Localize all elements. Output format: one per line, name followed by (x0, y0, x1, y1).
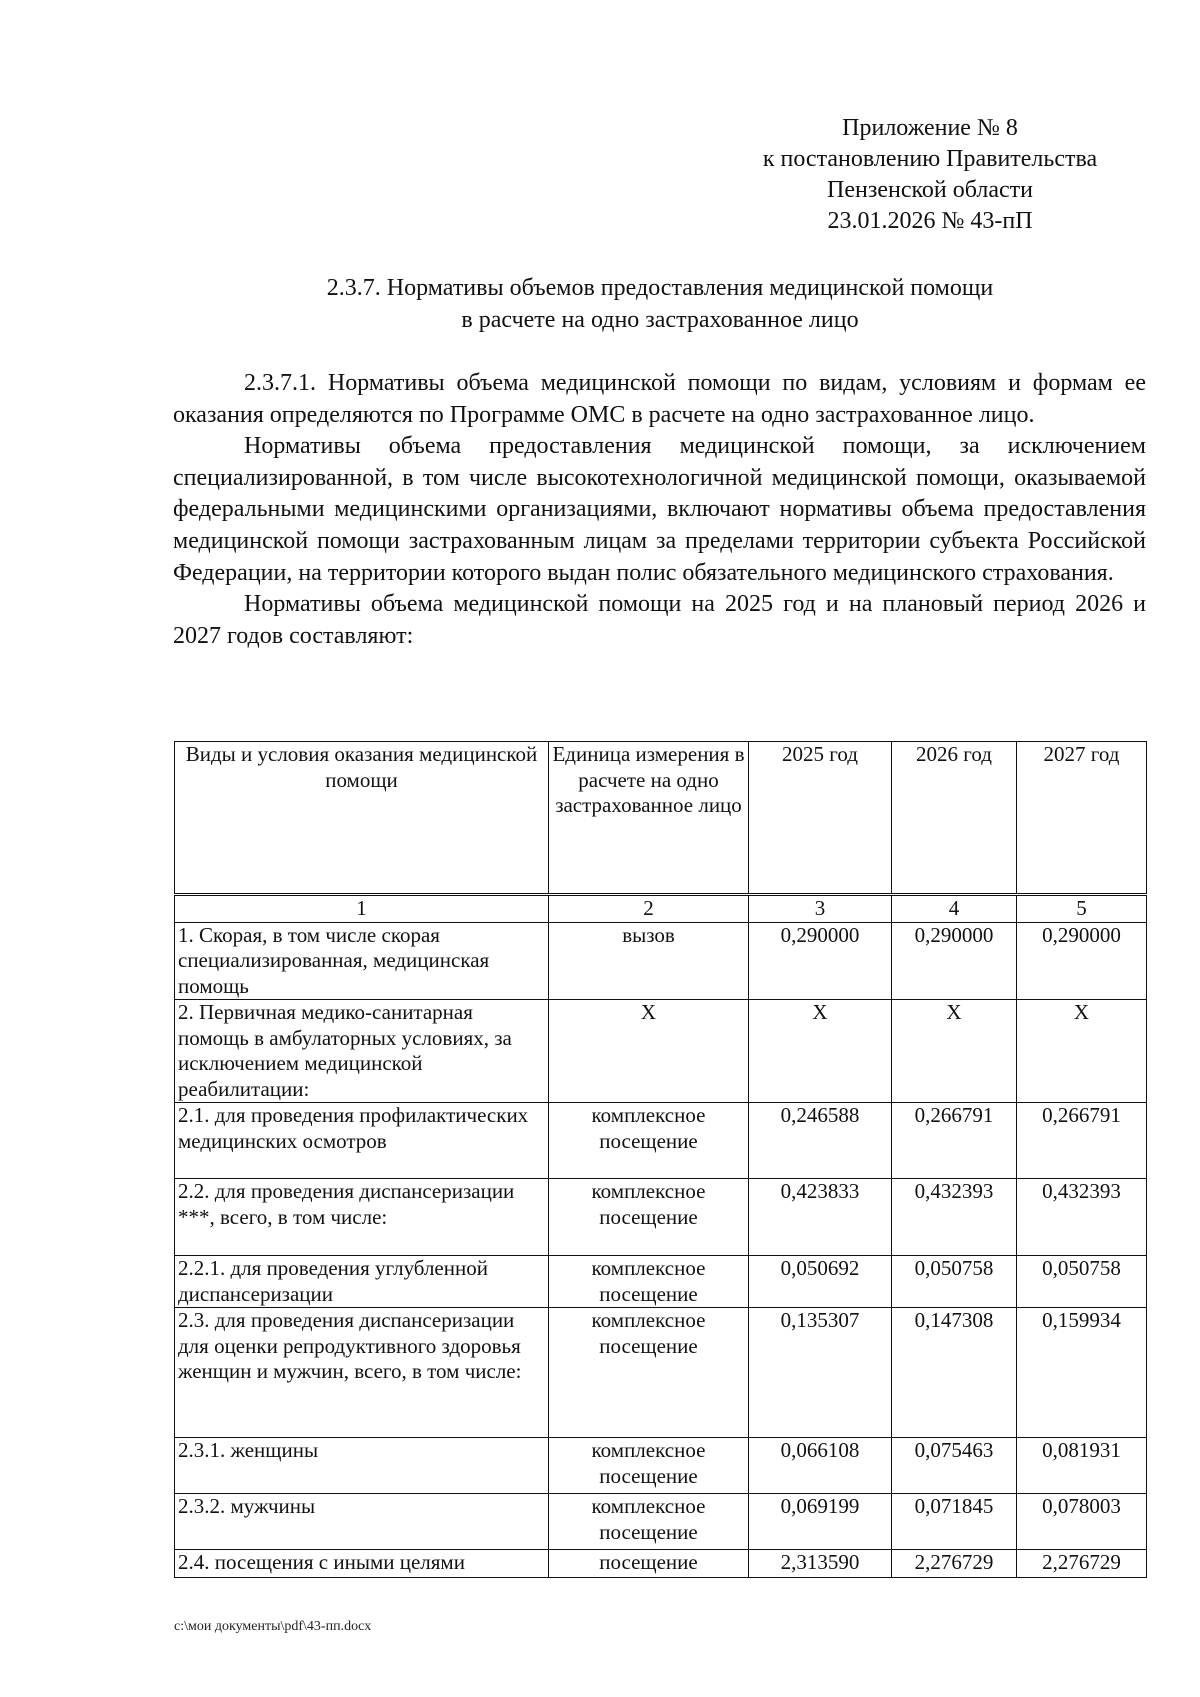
row-unit: посещение (549, 1550, 749, 1578)
row-value-2027: Х (1017, 1000, 1147, 1103)
row-label: 2. Первичная медико-санитарная помощь в амбулаторных условиях, за исключением медицинской реабилитации: (175, 1000, 549, 1103)
header-cell-type: Виды и условия оказания медицинской помощи (175, 742, 549, 895)
row-unit: комплексное посещение (549, 1179, 749, 1256)
section-heading-line-2: в расчете на одно застрахованное лицо (461, 307, 859, 333)
table-row (175, 1179, 1147, 1256)
row-label: 2.3.2. мужчины (175, 1494, 549, 1550)
row-value-2025: 0,135307 (749, 1308, 892, 1438)
row-value-2025: 2,313590 (749, 1550, 892, 1578)
table-row (175, 922, 1147, 1000)
table-header-row (175, 742, 1147, 895)
row-value-2025: 0,290000 (749, 922, 892, 1000)
appendix-number: Приложение № 8 (842, 115, 1018, 141)
paragraph: Нормативы объема медицинской помощи на 2025 год и на плановый период 2026 и 2027 годов составляют: (173, 591, 1146, 649)
row-value-2025: 0,050692 (749, 1256, 892, 1308)
header-cell-2027: 2027 год (1017, 742, 1147, 895)
table-row (175, 1550, 1147, 1578)
table-row (175, 1256, 1147, 1308)
row-label: 2.1. для проведения профилактических медицинских осмотров (175, 1103, 549, 1179)
table-row (175, 1000, 1147, 1103)
appendix-date: 23.01.2026 № 43-пП (827, 208, 1033, 234)
row-value-2026: 0,290000 (892, 922, 1017, 1000)
row-unit: комплексное посещение (549, 1494, 749, 1550)
file-path-footer: c:\мои документы\pdf\43-пп.docx (174, 1619, 372, 1634)
norms-table (174, 741, 1147, 1578)
section-heading-line-1: 2.3.7. Нормативы объемов предоставления медицинской помощи (326, 275, 994, 301)
row-value-2025: 0,246588 (749, 1103, 892, 1179)
row-value-2025: 0,069199 (749, 1494, 892, 1550)
row-label: 2.3.1. женщины (175, 1438, 549, 1494)
table-row (175, 1494, 1147, 1550)
row-unit: комплексное посещение (549, 1438, 749, 1494)
row-value-2027: 0,290000 (1017, 922, 1147, 1000)
paragraph: 2.3.7.1. Нормативы объема медицинской помощи по видам, условиям и формам ее оказания определяются по Программе ОМС в расчете на одно застрахованное лицо. (173, 370, 1146, 428)
table-row (175, 1103, 1147, 1179)
row-value-2026: 0,050758 (892, 1256, 1017, 1308)
row-value-2025: 0,066108 (749, 1438, 892, 1494)
table-row (175, 1438, 1147, 1494)
row-value-2027: 2,276729 (1017, 1550, 1147, 1578)
column-number: 3 (749, 895, 892, 923)
row-value-2026: 0,432393 (892, 1179, 1017, 1256)
column-number-row (175, 895, 1147, 923)
row-unit: Х (549, 1000, 749, 1103)
header-cell-unit: Единица измерения в расчете на одно застрахованное лицо (549, 742, 749, 895)
row-label: 2.2. для проведения диспансеризации ***, всего, в том числе: (175, 1179, 549, 1256)
row-value-2026: 0,147308 (892, 1308, 1017, 1438)
row-label: 2.3. для проведения диспансеризации для оценки репродуктивного здоровья женщин и мужчин, всего, в том числе: (175, 1308, 549, 1438)
row-value-2026: 0,266791 (892, 1103, 1017, 1179)
header-cell-2025: 2025 год (749, 742, 892, 895)
row-value-2026: 0,071845 (892, 1494, 1017, 1550)
column-number: 5 (1017, 895, 1147, 923)
column-number: 2 (549, 895, 749, 923)
row-label: 2.4. посещения с иными целями (175, 1550, 549, 1578)
row-unit: комплексное посещение (549, 1103, 749, 1179)
row-value-2026: Х (892, 1000, 1017, 1103)
row-value-2027: 0,266791 (1017, 1103, 1147, 1179)
header-cell-2026: 2026 год (892, 742, 1017, 895)
row-value-2026: 0,075463 (892, 1438, 1017, 1494)
body-text (173, 368, 1146, 652)
appendix-ref: к постановлению Правительства (762, 146, 1098, 172)
row-value-2027: 0,050758 (1017, 1256, 1147, 1308)
paragraph: Нормативы объема предоставления медицинской помощи, за исключением специализированной, в том числе высокотехнологичной медицинской помощи, оказываемой федеральными медицинскими организациями, включают нормативы объема предоставления медицинской помощи застрахованным лицам за пределами территории субъекта Российской Федерации, на территории которого выдан полис обязательного медицинского страхования. (173, 433, 1146, 586)
appendix-region: Пензенской области (827, 177, 1033, 203)
row-value-2026: 2,276729 (892, 1550, 1017, 1578)
row-label: 1. Скорая, в том числе скорая специализированная, медицинская помощь (175, 922, 549, 1000)
row-unit: вызов (549, 922, 749, 1000)
row-value-2027: 0,432393 (1017, 1179, 1147, 1256)
row-unit: комплексное посещение (549, 1256, 749, 1308)
column-number: 1 (175, 895, 549, 923)
appendix-block (680, 113, 1180, 237)
row-unit: комплексное посещение (549, 1308, 749, 1438)
row-label: 2.2.1. для проведения углубленной диспансеризации (175, 1256, 549, 1308)
table-row (175, 1308, 1147, 1438)
row-value-2025: 0,423833 (749, 1179, 892, 1256)
row-value-2025: Х (749, 1000, 892, 1103)
row-value-2027: 0,159934 (1017, 1308, 1147, 1438)
row-value-2027: 0,081931 (1017, 1438, 1147, 1494)
section-heading (170, 272, 1150, 336)
row-value-2027: 0,078003 (1017, 1494, 1147, 1550)
column-number: 4 (892, 895, 1017, 923)
